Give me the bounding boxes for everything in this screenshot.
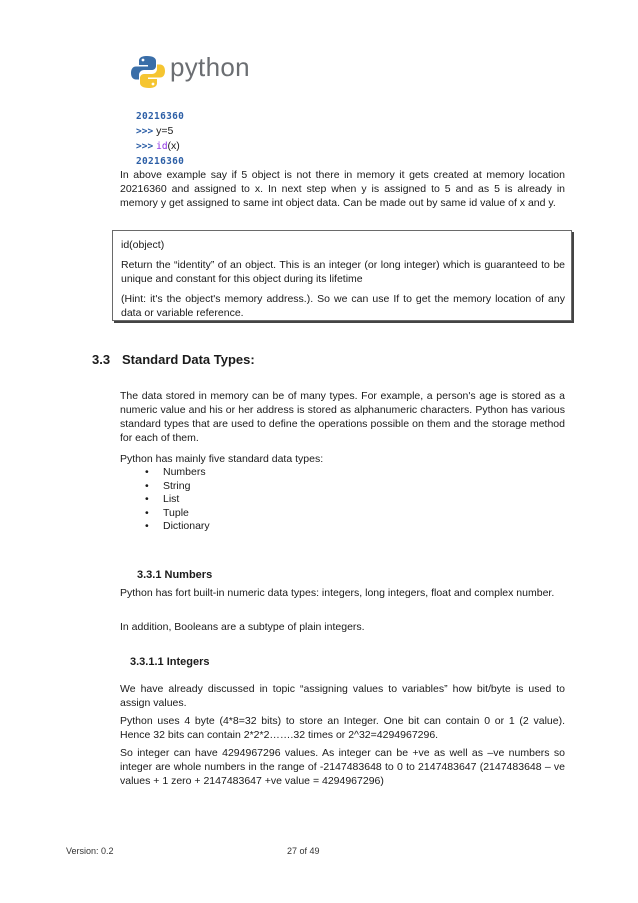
section-heading-3-3-1-1: 3.3.1.1 Integers (130, 656, 210, 668)
data-types-paragraph: The data stored in memory can be of many types. For example, a person's age is stored as a numeric value and his or her address is stored as alphanumeric characters. Python has various standard types that are used to define the operations possible on them and the storage method for each of them. (120, 390, 565, 444)
note-title: id(object) (121, 239, 165, 251)
code-sample (136, 109, 184, 169)
integers-paragraph-1: We have already discussed in topic “assigning values to variables” how bit/byte is used to assign values. (120, 683, 565, 709)
list-item: • Numbers (145, 466, 206, 478)
python-logo (130, 52, 255, 92)
footer-version: Version: 0.2 (66, 846, 114, 856)
list-item: • Dictionary (145, 520, 210, 532)
note-box (112, 230, 572, 321)
note-body: Return the “identity” of an object. This is an integer (or long integer) which is guaranteed to be unique and constant for this object during its lifetime (121, 259, 565, 285)
section-title: Standard Data Types: (122, 352, 255, 367)
booleans-paragraph: In addition, Booleans are a subtype of plain integers. (120, 621, 365, 633)
note-hint: (Hint: it's the object's memory address.). So we can use If to get the memory location of any data or variable reference. (121, 293, 565, 319)
data-types-list (145, 466, 210, 534)
section-number: 3.3 (92, 352, 111, 367)
integers-paragraph-2: Python uses 4 byte (4*8=32 bits) to store an Integer. One bit can contain 0 or 1 (2 value). Hence 32 bits can contain 2*2*2…….32 times or 2^32=4294967296. (120, 715, 565, 741)
list-item: • String (145, 479, 191, 492)
numbers-paragraph: Python has fort built-in numeric data types: integers, long integers, float and complex number. (120, 587, 555, 599)
integers-paragraph-3: So integer can have 4294967296 values. As integer can be +ve as well as –ve numbers so integer are whole numbers in the range of -2147483648 to 0 to 2147483647 (2147483648 – ve values + 1 zero + 2147483647 +ve value = 4294967296) (120, 747, 565, 787)
list-item: • List (145, 493, 180, 505)
list-item: • Tuple (145, 506, 189, 519)
code-line-2: >>> y=5 (136, 125, 174, 137)
footer-page-number: 27 of 49 (287, 846, 320, 856)
data-types-intro: Python has mainly five standard data types: (120, 453, 324, 465)
python-logo-text: python (170, 52, 250, 82)
python-snake-icon (130, 54, 166, 90)
intro-paragraph: In above example say if 5 object is not there in memory it gets created at memory location 20216360 and assigned to x. In next step when y is assigned to 5 and as 5 is already in memory y get assigned to same int object data. Can be made out by same id value of x and y. (120, 169, 565, 209)
section-heading-3-3 (92, 352, 255, 367)
code-line-1: 20216360 (136, 111, 185, 122)
code-line-3: >>> id(x) (136, 140, 180, 152)
section-heading-3-3-1: 3.3.1 Numbers (137, 569, 213, 581)
code-line-4: 20216360 (136, 156, 185, 167)
